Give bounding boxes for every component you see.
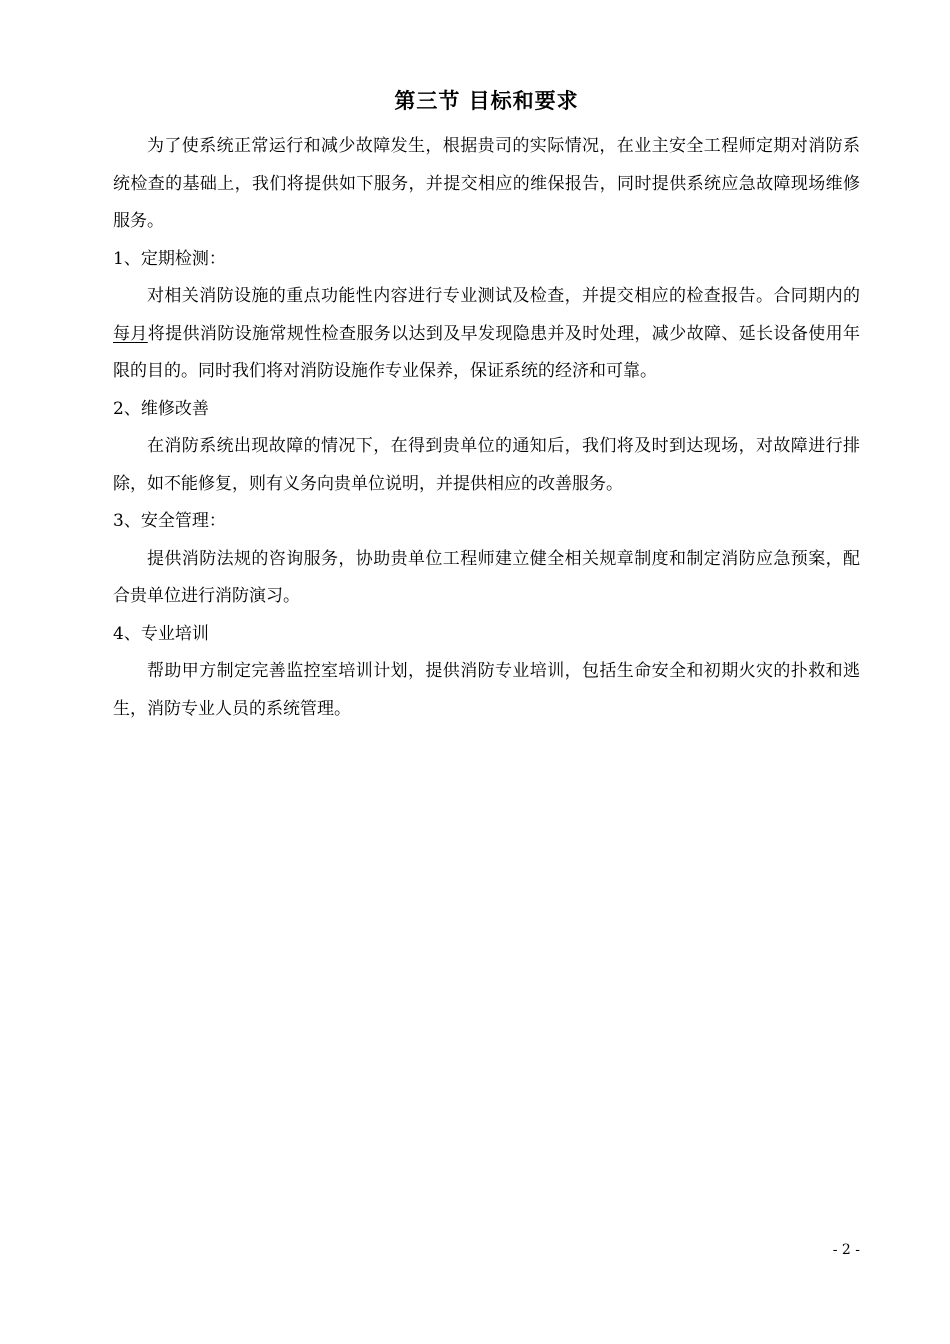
- paragraph-professional-training: 帮助甲方制定完善监控室培训计划，提供消防专业培训，包括生命安全和初期火灾的扑救和逃生，消防专业人员的系统管理。: [113, 661, 860, 719]
- underlined-monthly: 每月: [113, 323, 148, 344]
- document-page: [113, 84, 860, 728]
- heading-safety-management: 3、安全管理：: [113, 511, 226, 531]
- heading-regular-inspection: 1、定期检测：: [113, 248, 226, 269]
- intro-paragraph: 为了使系统正常运行和减少故障发生，根据贵司的实际情况，在业主安全工程师定期对消防系统检查的基础上，我们将提供如下服务，并提交相应的维保报告，同时提供系统应急故障现场维修服务。: [113, 136, 860, 231]
- page-number: - 2 -: [832, 1242, 860, 1258]
- paragraph-regular-inspection-part1: 对相关消防设施的重点功能性内容进行专业测试及检查，并提交相应的检查报告。合同期内的: [147, 286, 860, 306]
- section-title: 第三节 目标和要求: [394, 89, 579, 113]
- heading-professional-training: 4、专业培训: [113, 623, 209, 644]
- paragraph-repair-improvement: 在消防系统出现故障的情况下，在得到贵单位的通知后，我们将及时到达现场，对故障进行排除，如不能修复，则有义务向贵单位说明，并提供相应的改善服务。: [113, 436, 860, 494]
- paragraph-safety-management: 提供消防法规的咨询服务，协助贵单位工程师建立健全相关规章制度和制定消防应急预案，配合贵单位进行消防演习。: [113, 548, 860, 606]
- paragraph-regular-inspection: [113, 278, 860, 391]
- paragraph-regular-inspection-part2: 将提供消防设施常规性检查服务以达到及早发现隐患并及时处理，减少故障、延长设备使用年限的目的。同时我们将对消防设施作专业保养，保证系统的经济和可靠。: [113, 323, 861, 381]
- heading-repair-improvement: 2、维修改善: [113, 398, 209, 419]
